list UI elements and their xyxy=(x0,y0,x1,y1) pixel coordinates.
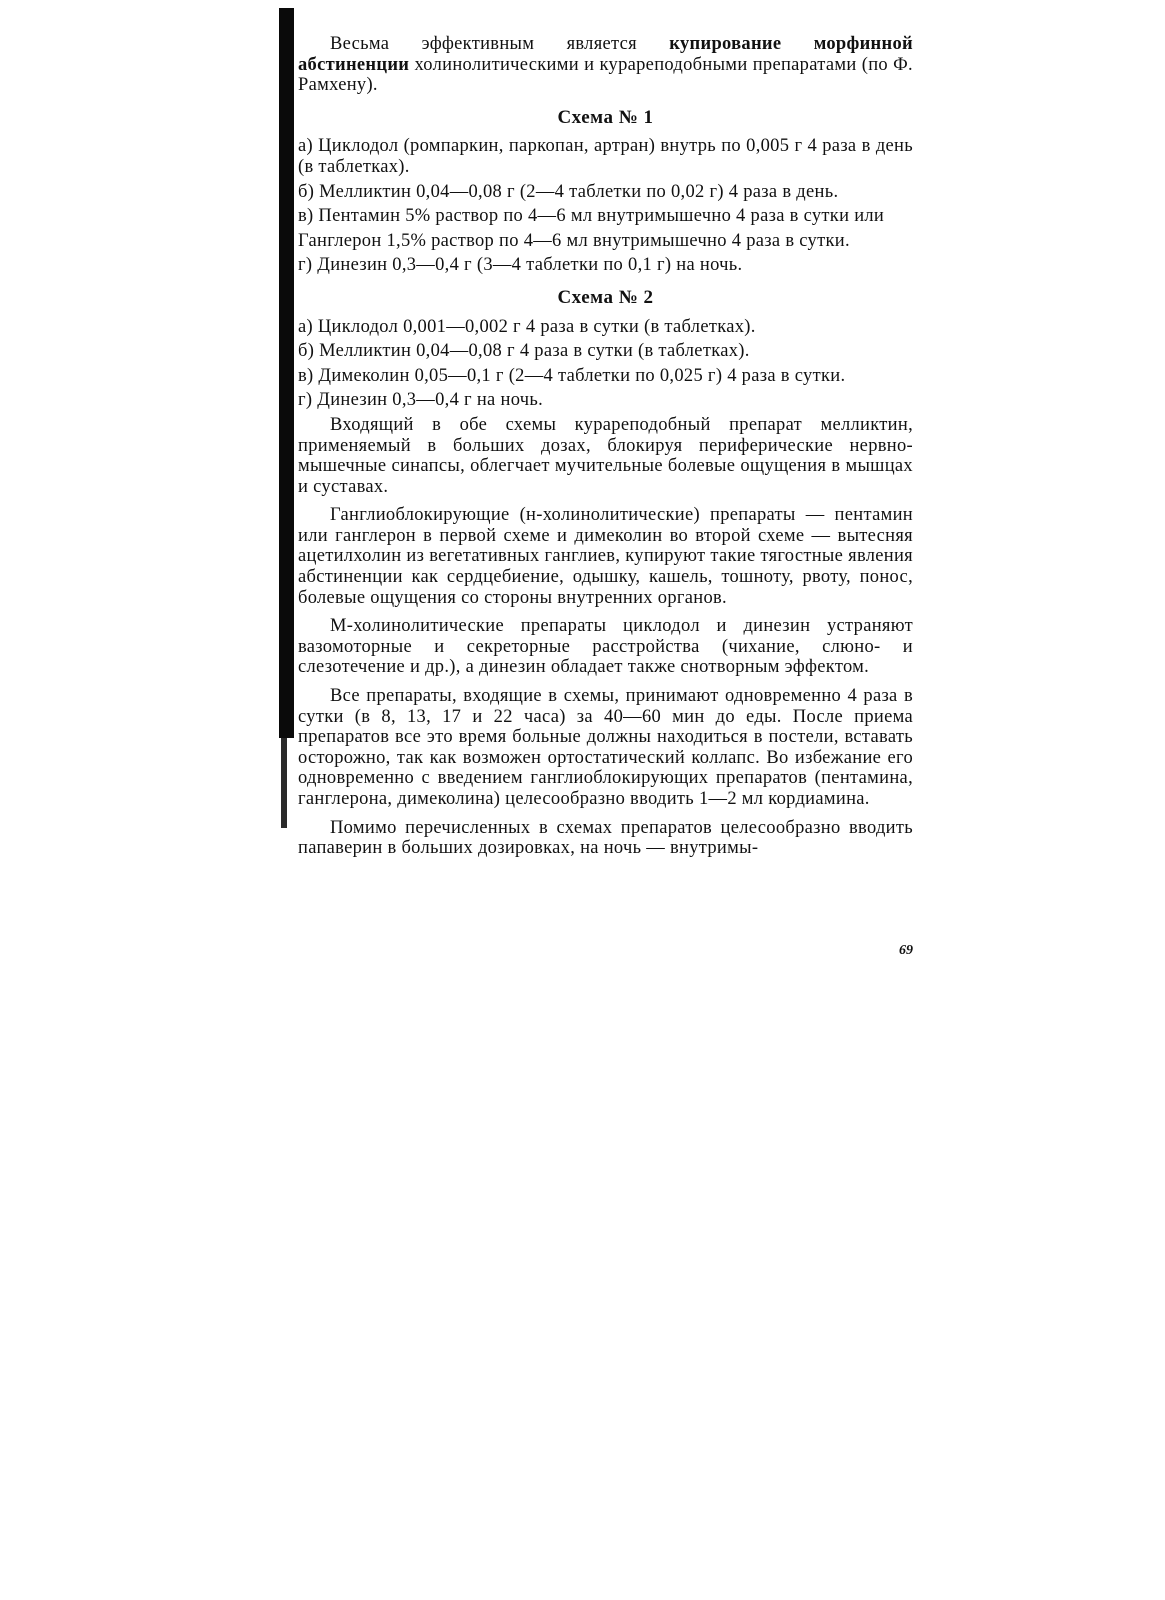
paragraph-melliktin: Входящий в обе схемы курареподобный препарат мелликтин, применяемый в больших дозах, блокируя периферические нервно-мышечные синапсы, облегчает мучительные болевые ощущения в мышцах и суставах. xyxy=(298,414,913,497)
scan-edge-shadow-tail xyxy=(281,738,287,828)
scheme1-item-b: б) Мелликтин 0,04—0,08 г (2—4 таблетки по 0,02 г) 4 раза в день. xyxy=(298,181,839,202)
scheme1-item-c: в) Пентамин 5% раствор по 4—6 мл внутримышечно 4 раза в сутки или xyxy=(298,206,885,227)
scheme2-item-b: б) Мелликтин 0,04—0,08 г 4 раза в сутки (в таблетках). xyxy=(298,341,750,362)
scheme1-item-d: г) Динезин 0,3—0,4 г (3—4 таблетки по 0,1 г) на ночь. xyxy=(298,255,743,276)
paragraph-ganglioblockers: Ганглиоблокирующие (н-холинолитические) препараты — пентамин или ганглерон в первой схеме и димеколин во второй схеме — вытесняя ацетилхолин из вегетативных ганглиев, купируют такие тягостные явления абстиненции как сердцебиение, одышку, кашель, тошноту, рвоту, понос, болевые ощущения со стороны внутренних органов. xyxy=(298,505,913,608)
paragraph-administration: Все препараты, входящие в схемы, принимают одновременно 4 раза в сутки (в 8, 13, 17 и 22 часа) за 40—60 мин до еды. После приема препаратов все это время больные должны находиться в постели, вставать осторожно, так как возможен ортостатический коллапс. Во избежание его одновременно с введением ганглиоблокирующих препаратов (пентамина, ганглерона, димеколина) целесообразно вводить 1—2 мл кордиамина. xyxy=(298,686,913,809)
intro-text-after: холинолитическими и курареподобными препаратами (по Ф. Рамхену). xyxy=(298,54,913,96)
intro-paragraph xyxy=(298,34,913,96)
intro-text-before: Весьма эффективным является xyxy=(330,34,670,54)
page-content xyxy=(298,34,913,859)
scheme1-title: Схема № 1 xyxy=(557,106,654,128)
scheme2-item-a: а) Циклодол 0,001—0,002 г 4 раза в сутки (в таблетках). xyxy=(298,316,756,337)
scheme1-item-c-alt: Ганглерон 1,5% раствор по 4—6 мл внутримышечно 4 раза в сутки. xyxy=(298,230,850,251)
intro-bold-phrase: купирование морфинной абстиненции xyxy=(298,34,913,75)
scan-edge-shadow xyxy=(279,8,294,738)
scheme2-item-c: в) Димеколин 0,05—0,1 г (2—4 таблетки по 0,025 г) 4 раза в сутки. xyxy=(298,365,846,386)
paragraph-m-cholinolytics: М-холинолитические препараты циклодол и динезин устраняют вазомоторные и секреторные расстройства (чихание, слюно- и слезотечение и др.), а динезин обладает также снотворным эффектом. xyxy=(298,616,913,678)
scheme2-title: Схема № 2 xyxy=(557,286,654,308)
paragraph-papaverine: Помимо перечисленных в схемах препаратов целесообразно вводить папаверин в больших дозировках, на ночь — внутримы- xyxy=(298,817,913,859)
scheme2-item-d: г) Динезин 0,3—0,4 г на ночь. xyxy=(298,390,544,411)
scheme1-item-a: а) Циклодол (ромпаркин, паркопан, артран) внутрь по 0,005 г 4 раза в день (в таблетках). xyxy=(298,136,913,177)
page-number: 69 xyxy=(899,943,913,958)
